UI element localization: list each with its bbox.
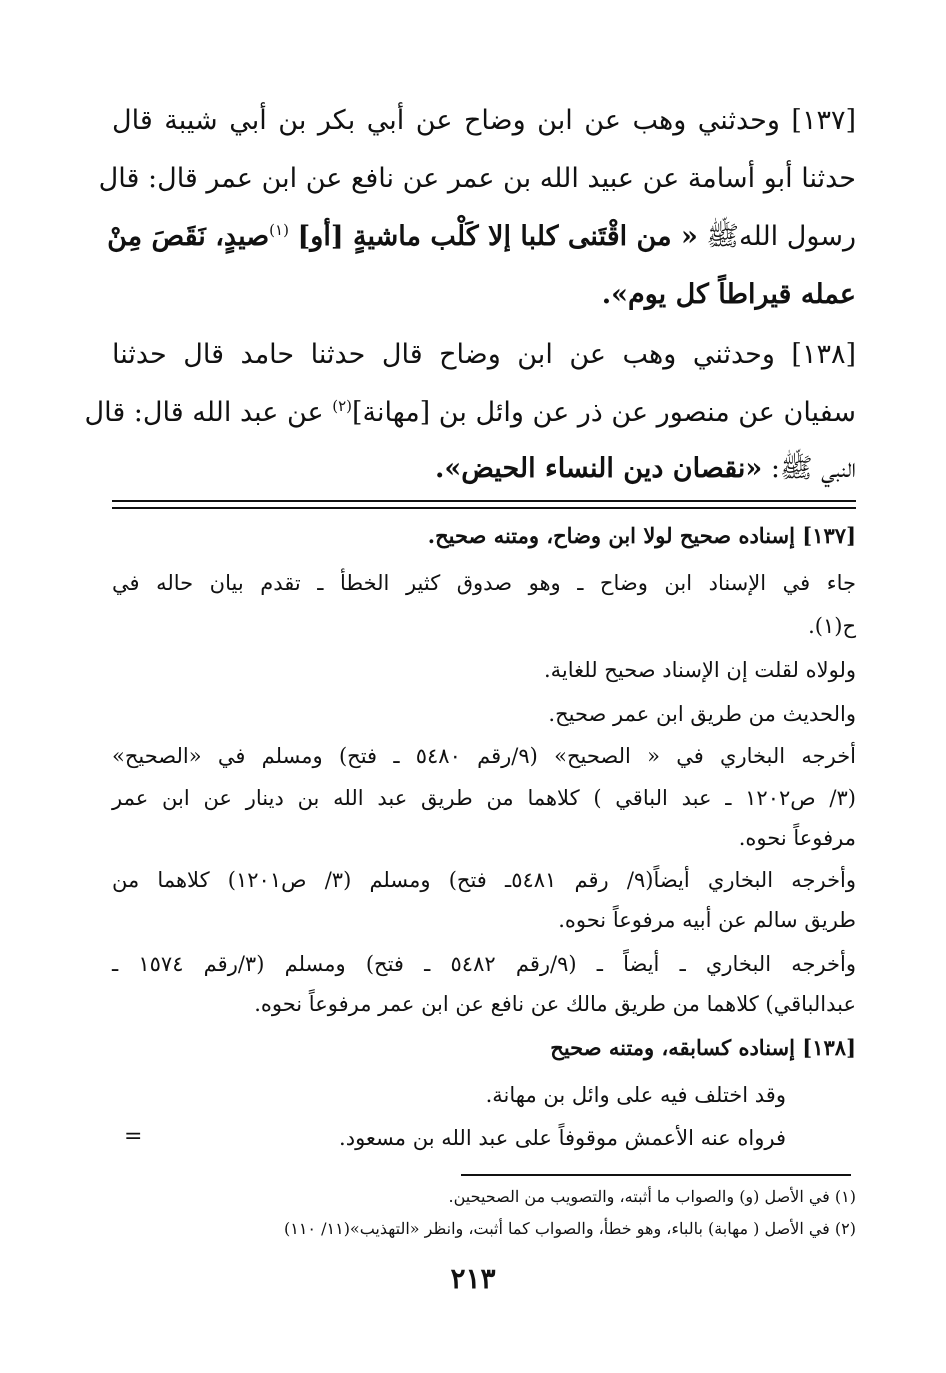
footnote-ref-2: (٢): [332, 397, 353, 415]
hadith-138-chain-a: سفيان عن منصور عن ذر عن وائل بن [مهانة]: [352, 397, 856, 428]
hadith-137-line-4: عمله قيراطاً كل يوم».: [601, 279, 856, 310]
commentary-137-line-3: ولولاه لقلت إن الإسناد صحيح للغاية.: [543, 658, 856, 682]
page-number: ٢١٣: [450, 1262, 496, 1295]
footnote-1: (١) في الأصل (و) والصواب ما أثبته، والتصويب من الصحيحين.: [448, 1187, 856, 1206]
hadith-137-line-2: حدثنا أبو أسامة عن عبيد الله بن عمر عن نافع عن ابن عمر قال: قال: [98, 163, 856, 194]
hadith-137-line-1: [١٣٧] وحدثني وهب عن ابن وضاح عن أبي بكر بن أبي شيبة قال: [112, 105, 856, 136]
hadith-138-text: «نقصان دين النساء الحيض».: [434, 453, 763, 484]
commentary-137-line-7: مرفوعاً نحوه.: [738, 826, 856, 850]
hadith-137-line-3: [107, 214, 856, 260]
section-divider-top: [112, 500, 856, 502]
commentary-137-line-11: عبدالباقي) كلاهما من طريق مالك عن نافع عن ابن عمر مرفوعاً نحوه.: [254, 992, 856, 1016]
commentary-137-line-1: جاء في الإسناد ابن وضاح ـ وهو صدوق كثير الخطأ ـ تقدم بيان حاله في: [112, 571, 856, 595]
hadith-138-line-3: [112, 446, 856, 492]
hadith-138-line-1: [١٣٨] وحدثني وهب عن ابن وضاح قال حدثنا حامد قال حدثنا: [112, 339, 856, 370]
commentary-137-line-9: طريق سالم عن أبيه مرفوعاً نحوه.: [558, 908, 856, 932]
commentary-138-heading: [١٣٨] إسناده كسابقه، ومتنه صحيح: [550, 1035, 856, 1060]
commentary-138-line-1: وقد اختلف فيه على وائل بن مهانة.: [485, 1083, 786, 1107]
hadith-137-text-b: صيدٍ، نَقَصَ مِنْ: [107, 221, 270, 252]
commentary-137-line-6: (٣/ ص١٢٠٢ ـ عبد الباقي ) كلاهما من طريق عبد الله بن دينار عن ابن عمر: [112, 786, 856, 810]
section-divider-bottom: [112, 507, 856, 509]
commentary-138-line-2: فرواه عنه الأعمش موقوفاً على عبد الله بن مسعود.: [339, 1126, 786, 1150]
commentary-137-line-2: ح(١).: [808, 614, 856, 638]
hadith-138-chain-b: عن عبد الله قال: قال: [84, 397, 324, 428]
hadith-137-attribution: رسول اللهﷺ: [706, 221, 856, 252]
continuation-mark: =: [124, 1124, 143, 1149]
footnote-2: (٢) في الأصل ( مهابة) بالباء، وهو خطأ، والصواب كما أثبت، وانظر «التهذيب»(١١/ ١١٠): [283, 1219, 856, 1238]
hadith-138-attribution: النبي ﷺ:: [770, 453, 856, 484]
commentary-137-line-5: أخرجه البخاري في « الصحيح» (٩/رقم ٥٤٨٠ ـ فتح) ومسلم في «الصحيح»: [112, 744, 857, 768]
commentary-137-heading: [١٣٧] إسناده صحيح لولا ابن وضاح، ومتنه صحيح.: [427, 523, 856, 548]
commentary-137-line-10: وأخرجه البخاري ـ أيضاً ـ (٩/رقم ٥٤٨٢ ـ فتح) ومسلم (٣/رقم ١٥٧٤ ـ: [112, 952, 857, 976]
commentary-137-line-4: والحديث من طريق ابن عمر صحيح.: [548, 702, 856, 726]
footnote-divider: [461, 1174, 851, 1176]
commentary-137-line-8: وأخرجه البخاري أيضاً(٩/ رقم ٥٤٨١ـ فتح) ومسلم (٣/ ص١٢٠١) كلاهما من: [112, 868, 857, 892]
footnote-ref-1: (١): [269, 221, 289, 239]
hadith-137-text-a: « من اقْتَنى كلبا إلا كَلْب ماشيةٍ [أو]: [297, 221, 698, 252]
hadith-138-line-2: [84, 390, 856, 436]
